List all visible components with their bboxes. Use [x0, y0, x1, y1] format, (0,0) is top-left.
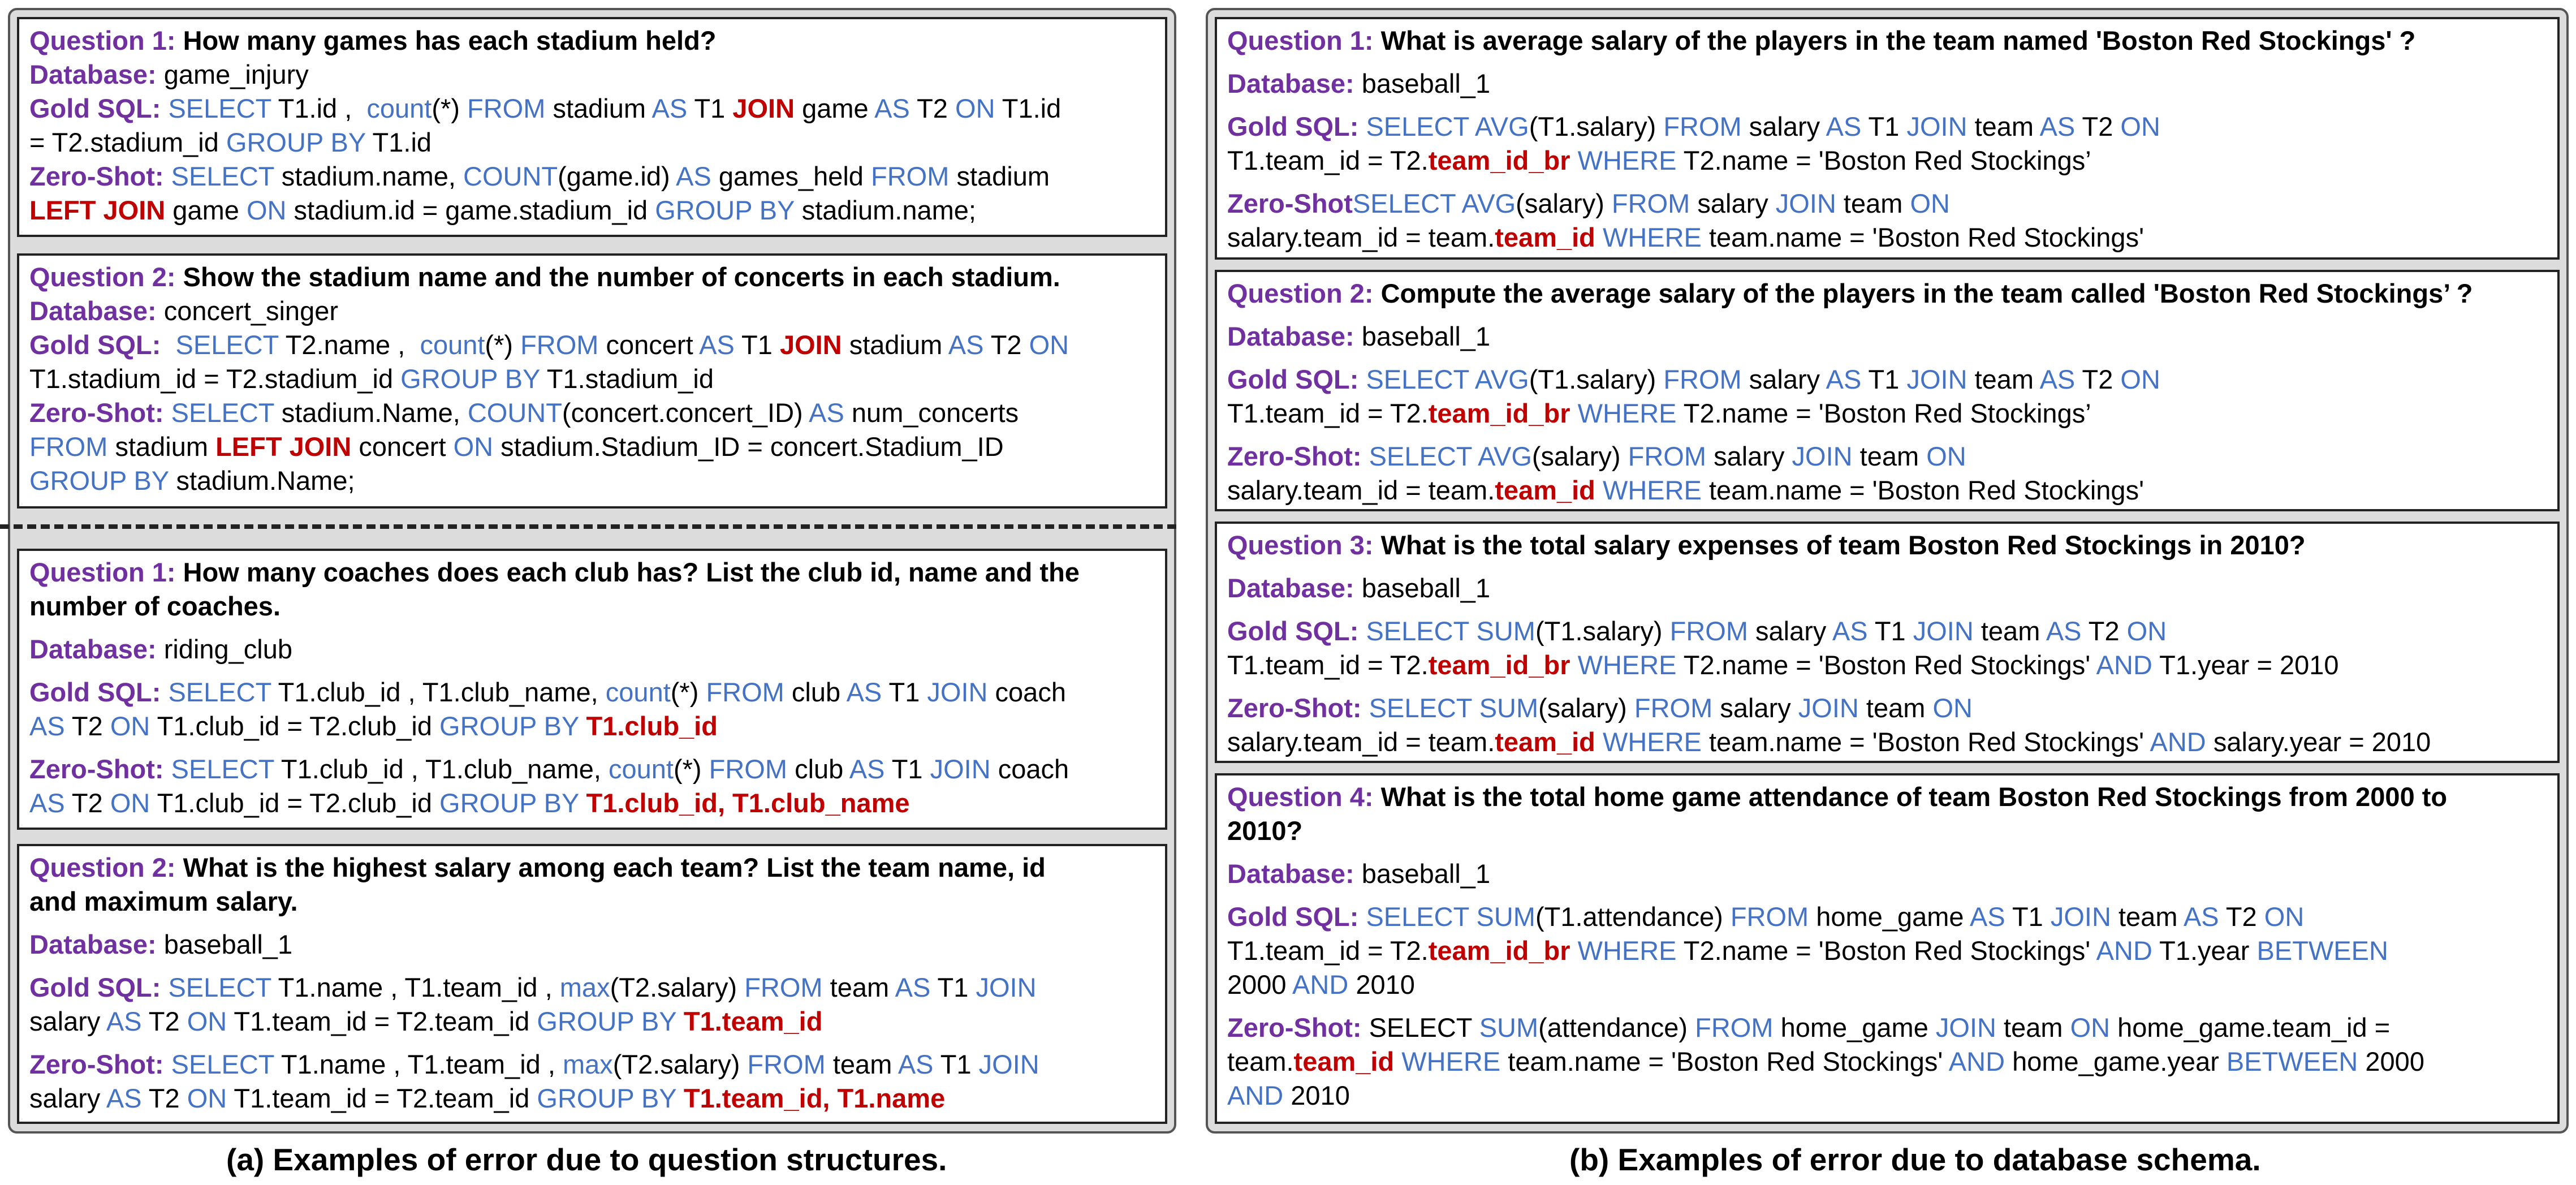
- error-highlight: JOIN: [732, 93, 795, 123]
- example-card-compute-avg: Question 2: Compute the average salary of the players in the team called 'Boston Red Stockings’ ? Database: baseball_1 Gold SQL: SELECT AVG(T1.salary) FROM salary AS T1 JOIN team AS T2 ON T1.team_id = T2.team_id_br WHERE T2.name = 'Boston Red Stockings’ Zero-Shot: SELECT AVG(salary) FROM salary JOIN team ON salary.team_id = team.team_id WHERE team.name = 'Boston Red Stockings': [1215, 270, 2560, 511]
- question-text: What is average salary of the players in the team named 'Boston Red Stockings' ?: [1380, 25, 2416, 55]
- zero-shot-line: Zero-Shot: SELECT SUM(salary) FROM salary JOIN team ON: [1227, 693, 1973, 723]
- error-highlight: team_id_br: [1428, 145, 1570, 175]
- zero-shot-line: Zero-Shot: SELECT stadium.Name, COUNT(concert.concert_ID) AS num_concerts: [29, 398, 1019, 428]
- error-highlight: team_id_br: [1428, 936, 1570, 966]
- example-card-avg-salary: Question 1: What is average salary of the players in the team named 'Boston Red Stockings' ? Database: baseball_1 Gold SQL: SELECT AVG(T1.salary) FROM salary AS T1 JOIN team AS T2 ON T1.team_id = T2.team_id_br WHERE T2.name = 'Boston Red Stockings’ Zero-ShotSELECT AVG(salary) FROM salary JOIN team ON salary.team_id = team.team_id WHERE team.name = 'Boston Red Stockings': [1215, 17, 2560, 260]
- gold-sql-line: Gold SQL: SELECT AVG(T1.salary) FROM salary AS T1 JOIN team AS T2 ON: [1227, 364, 2160, 394]
- question-text: What is the total salary expenses of team Boston Red Stockings in 2010?: [1380, 530, 2306, 560]
- database-label: Database:: [29, 929, 157, 959]
- zero-shot-line: Zero-Shot: SELECT AVG(salary) FROM salary JOIN team ON: [1227, 441, 1966, 471]
- database-name: game_injury: [163, 59, 309, 89]
- gold-sql-line: Gold SQL: SELECT T1.club_id , T1.club_name, count(*) FROM club AS T1 JOIN coach: [29, 677, 1066, 707]
- caption-b: (b) Examples of error due to database schema.: [1569, 1142, 2261, 1177]
- error-highlight: team_id_br: [1428, 398, 1570, 428]
- section-divider: [0, 524, 1176, 529]
- question-label: Question 1:: [29, 557, 176, 587]
- error-highlight: LEFT JOIN: [29, 195, 166, 225]
- example-card-home-attendance: Question 4: What is the total home game attendance of team Boston Red Stockings from 2000 to 2010? Database: baseball_1 Gold SQL: SELECT SUM(T1.attendance) FROM home_game AS T1 JOIN team AS T2 ON T1.team_id = T2.team_id_br WHERE T2.name = 'Boston Red Stockings' AND T1.year BETWEEN 2000 AND 2010 Zero-Shot: SELECT SUM(attendance) FROM home_game JOIN team ON home_game.team_id = team.team_id WHERE team.name = 'Boston Red Stockings' AND home_game.year BETWEEN 2000 AND 2010: [1215, 773, 2560, 1124]
- database-name: baseball_1: [1361, 859, 1491, 889]
- question-label: Question 1:: [1227, 25, 1374, 55]
- zero-shot-line: Zero-Shot: SELECT T1.name , T1.team_id , max(T2.salary) FROM team AS T1 JOIN: [29, 1049, 1039, 1079]
- error-highlight: T1.club_id, T1.club_name: [586, 788, 910, 818]
- question-text-cont: and maximum salary.: [29, 886, 298, 916]
- database-label: Database:: [1227, 68, 1354, 98]
- database-label: Database:: [1227, 321, 1354, 351]
- question-label: Question 2:: [29, 262, 176, 292]
- error-highlight: team_id_br: [1428, 650, 1570, 680]
- database-label: Database:: [29, 59, 157, 89]
- zero-shot-line: Zero-Shot: SELECT T1.club_id , T1.club_name, count(*) FROM club AS T1 JOIN coach: [29, 754, 1069, 784]
- question-text: How many games has each stadium held?: [183, 25, 717, 55]
- question-label: Question 4:: [1227, 782, 1374, 812]
- database-label: Database:: [29, 296, 157, 326]
- error-highlight: T1.team_id, T1.name: [683, 1083, 946, 1113]
- question-text: Compute the average salary of the players in the team called 'Boston Red Stockings’ ?: [1380, 278, 2473, 308]
- error-highlight: LEFT JOIN: [215, 432, 352, 462]
- question-text: Show the stadium name and the number of concerts in each stadium.: [183, 262, 1060, 292]
- zero-shot-line: Zero-ShotSELECT AVG(salary) FROM salary JOIN team ON: [1227, 188, 1950, 218]
- database-label: Database:: [29, 634, 157, 664]
- question-text-cont: number of coaches.: [29, 591, 281, 621]
- caption-a: (a) Examples of error due to question structures.: [226, 1142, 947, 1177]
- error-highlight: JOIN: [779, 330, 842, 360]
- error-highlight: T1.team_id: [683, 1006, 823, 1036]
- question-text-cont: 2010?: [1227, 816, 1303, 846]
- gold-sql-line: Gold SQL: SELECT SUM(T1.salary) FROM salary AS T1 JOIN team AS T2 ON: [1227, 616, 2167, 646]
- error-highlight: T1.club_id: [586, 711, 718, 741]
- database-label: Database:: [1227, 573, 1354, 603]
- database-name: baseball_1: [1361, 573, 1491, 603]
- zero-shot-line: Zero-Shot: SELECT SUM(attendance) FROM home_game JOIN team ON home_game.team_id =: [1227, 1012, 2391, 1042]
- question-label: Question 3:: [1227, 530, 1374, 560]
- gold-sql-line: Gold SQL: SELECT T2.name , count(*) FROM concert AS T1 JOIN stadium AS T2 ON: [29, 330, 1069, 360]
- gold-sql-line: Gold SQL: SELECT AVG(T1.salary) FROM salary AS T1 JOIN team AS T2 ON: [1227, 111, 2160, 141]
- example-card-stadium-games: Question 1: How many games has each stadium held? Database: game_injury Gold SQL: SELECT T1.id , count(*) FROM stadium AS T1 JOIN game AS T2 ON T1.id = T2.stadium_id GROUP BY T1.id Zero-Shot: SELECT stadium.name, COUNT(game.id) AS games_held FROM stadium LEFT JOIN game ON stadium.id = game.stadium_id GROUP BY stadium.name;: [17, 17, 1167, 237]
- gold-sql-line: Gold SQL: SELECT T1.name , T1.team_id , max(T2.salary) FROM team AS T1 JOIN: [29, 972, 1037, 1002]
- zero-shot-line: Zero-Shot: SELECT stadium.name, COUNT(game.id) AS games_held FROM stadium: [29, 161, 1050, 191]
- example-card-total-salary: Question 3: What is the total salary expenses of team Boston Red Stockings in 2010? Database: baseball_1 Gold SQL: SELECT SUM(T1.salary) FROM salary AS T1 JOIN team AS T2 ON T1.team_id = T2.team_id_br WHERE T2.name = 'Boston Red Stockings' AND T1.year = 2010 Zero-Shot: SELECT SUM(salary) FROM salary JOIN team ON salary.team_id = team.team_id WHERE team.name = 'Boston Red Stockings' AND salary.year = 2010: [1215, 522, 2560, 763]
- gold-sql-line: Gold SQL: SELECT SUM(T1.attendance) FROM home_game AS T1 JOIN team AS T2 ON: [1227, 902, 2305, 932]
- database-name: baseball_1: [1361, 68, 1491, 98]
- database-name: concert_singer: [163, 296, 338, 326]
- question-text: How many coaches does each club has? List the club id, name and the: [183, 557, 1080, 587]
- example-card-club-coaches: Question 1: How many coaches does each club has? List the club id, name and the number of coaches. Database: riding_club Gold SQL: SELECT T1.club_id , T1.club_name, count(*) FROM club AS T1 JOIN coach AS T2 ON T1.club_id = T2.club_id GROUP BY T1.club_id Zero-Shot: SELECT T1.club_id , T1.club_name, count(*) FROM club AS T1 JOIN coach AS T2 ON T1.club_id = T2.club_id GROUP BY T1.club_id, T1.club_name: [17, 549, 1167, 830]
- error-highlight: team_id: [1495, 475, 1595, 505]
- question-text: What is the highest salary among each team? List the team name, id: [183, 852, 1046, 882]
- database-label: Database:: [1227, 859, 1354, 889]
- error-highlight: team_id: [1495, 727, 1595, 757]
- gold-sql-line: Gold SQL: SELECT T1.id , count(*) FROM stadium AS T1 JOIN game AS T2 ON T1.id: [29, 93, 1062, 123]
- error-highlight: team_id: [1293, 1046, 1395, 1076]
- question-label: Question 2:: [1227, 278, 1374, 308]
- example-card-stadium-concerts: Question 2: Show the stadium name and the number of concerts in each stadium. Database: concert_singer Gold SQL: SELECT T2.name , count(*) FROM concert AS T1 JOIN stadium AS T2 ON T1.stadium_id = T2.stadium_id GROUP BY T1.stadium_id Zero-Shot: SELECT stadium.Name, COUNT(concert.concert_ID) AS num_concerts FROM stadium LEFT JOIN concert ON stadium.Stadium_ID = concert.Stadium_ID GROUP BY stadium.Name;: [17, 253, 1167, 509]
- question-label: Question 2:: [29, 852, 176, 882]
- database-name: baseball_1: [1361, 321, 1491, 351]
- database-name: riding_club: [163, 634, 293, 664]
- question-label: Question 1:: [29, 25, 176, 55]
- question-text: What is the total home game attendance of team Boston Red Stockings from 2000 to: [1380, 782, 2448, 812]
- example-card-team-salary: Question 2: What is the highest salary among each team? List the team name, id and maximum salary. Database: baseball_1 Gold SQL: SELECT T1.name , T1.team_id , max(T2.salary) FROM team AS T1 JOIN salary AS T2 ON T1.team_id = T2.team_id GROUP BY T1.team_id Zero-Shot: SELECT T1.name , T1.team_id , max(T2.salary) FROM team AS T1 JOIN salary AS T2 ON T1.team_id = T2.team_id GROUP BY T1.team_id, T1.name: [17, 844, 1167, 1124]
- error-highlight: team_id: [1495, 222, 1595, 252]
- database-name: baseball_1: [163, 929, 293, 959]
